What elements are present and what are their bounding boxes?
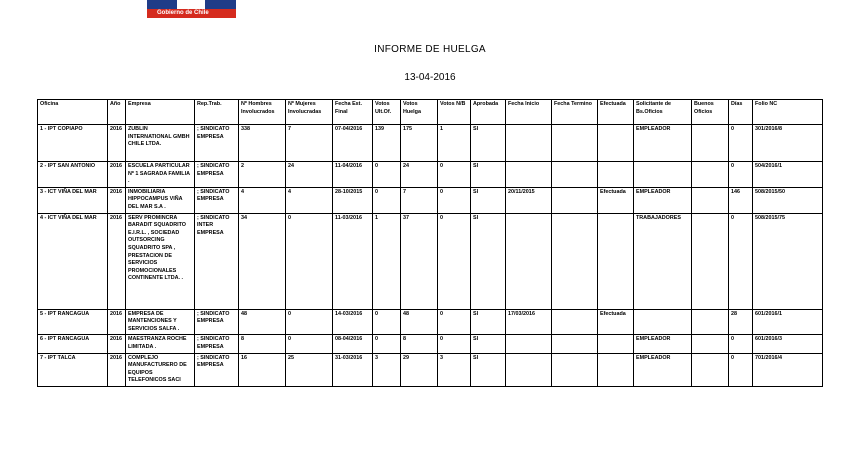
table-cell <box>552 353 598 386</box>
table-cell: ESCUELA PARTICULAR Nº 1 SAGRADA FAMILIA . <box>126 162 195 188</box>
table-cell: ; SINDICATO EMPRESA <box>195 125 239 162</box>
table-cell: 701/2016/4 <box>753 353 823 386</box>
table-cell: 2016 <box>108 125 126 162</box>
table-cell: 2016 <box>108 213 126 309</box>
table-row <box>38 162 823 188</box>
table-cell: 6 - IPT RANCAGUA <box>38 335 108 353</box>
table-cell: 29 <box>401 353 438 386</box>
table-cell: INMOBILIARIA HIPPOCAMPUS VIÑA DEL MAR S.A . <box>126 187 195 213</box>
table-cell: COMPLEJO MANUFACTURERO DE EQUIPOS TELEFONICOS SACI <box>126 353 195 386</box>
table-cell: Efectuada <box>598 187 634 213</box>
table-cell <box>598 335 634 353</box>
table-cell: 0 <box>438 187 471 213</box>
table-cell <box>552 309 598 335</box>
table-cell: 0 <box>373 309 401 335</box>
table-cell: 3 <box>373 353 401 386</box>
table-cell: 2016 <box>108 162 126 188</box>
table-cell <box>692 213 729 309</box>
table-cell <box>692 309 729 335</box>
table-cell <box>692 353 729 386</box>
column-header: Votos Huelga <box>401 100 438 125</box>
table-cell: 0 <box>729 213 753 309</box>
table-cell <box>692 162 729 188</box>
table-cell: 11-03/2016 <box>333 213 373 309</box>
table-cell <box>598 213 634 309</box>
table-cell <box>692 125 729 162</box>
table-cell: 7 - IPT TALCA <box>38 353 108 386</box>
table-cell: SI <box>471 353 506 386</box>
table-cell: 0 <box>286 335 333 353</box>
logo-white-band <box>177 0 205 9</box>
table-cell: SI <box>471 162 506 188</box>
column-header: Folio NC <box>753 100 823 125</box>
table-cell: 4 <box>239 187 286 213</box>
table-header-row <box>38 100 823 125</box>
table-cell: 0 <box>729 125 753 162</box>
table-cell: 1 <box>373 213 401 309</box>
table-cell: 2 <box>239 162 286 188</box>
column-header: Votos Ult.Of. <box>373 100 401 125</box>
table-cell <box>552 187 598 213</box>
table-cell: 2 - IPT SAN ANTONIO <box>38 162 108 188</box>
table-cell: EMPLEADOR <box>634 187 692 213</box>
table-cell: 28 <box>729 309 753 335</box>
table-cell: 24 <box>286 162 333 188</box>
table-cell: 1 <box>438 125 471 162</box>
table-cell: 8 <box>401 335 438 353</box>
table-cell: 14-03/2016 <box>333 309 373 335</box>
table-cell: EMPRESA DE MANTENCIONES Y SERVICIOS SALFA . <box>126 309 195 335</box>
table-cell: 8 <box>239 335 286 353</box>
column-header: Efectuada <box>598 100 634 125</box>
table-cell <box>506 335 552 353</box>
table-cell: 2016 <box>108 335 126 353</box>
table-cell: 301/2016/8 <box>753 125 823 162</box>
table-cell: 338 <box>239 125 286 162</box>
table-cell: SERV PROMINCRA BARADIT SQUADRITO E.I.R.L. , SOCIEDAD OUTSORCING SQUADRITO SPA , PRESTACION DE SERVICIOS PROMOCIONALES CONTINENTE LTDA. . <box>126 213 195 309</box>
table-cell <box>634 309 692 335</box>
report-title: INFORME DE HUELGA <box>374 44 486 55</box>
table-cell: 175 <box>401 125 438 162</box>
table-cell: 2016 <box>108 353 126 386</box>
table-cell: SI <box>471 125 506 162</box>
table-cell: 0 <box>286 309 333 335</box>
column-header: Buenos Oficios <box>692 100 729 125</box>
table-cell: 508/2015/75 <box>753 213 823 309</box>
table-cell: TRABAJADORES <box>634 213 692 309</box>
column-header: Días <box>729 100 753 125</box>
table-cell <box>506 125 552 162</box>
column-header: Nº Hombres Involucrados <box>239 100 286 125</box>
table-cell <box>506 162 552 188</box>
column-header: Fecha Est. Final <box>333 100 373 125</box>
table-cell: 0 <box>438 335 471 353</box>
table-row <box>38 353 823 386</box>
table-cell: 0 <box>438 162 471 188</box>
report-date: 13-04-2016 <box>404 72 456 83</box>
column-header: Fecha Inicio <box>506 100 552 125</box>
table-cell: 0 <box>438 213 471 309</box>
table-cell: 48 <box>401 309 438 335</box>
table-cell: ; SINDICATO INTER EMPRESA <box>195 213 239 309</box>
table-cell: ; SINDICATO EMPRESA <box>195 353 239 386</box>
table-cell: 17/03/2016 <box>506 309 552 335</box>
table-cell: 25 <box>286 353 333 386</box>
table-body <box>38 125 823 387</box>
table-cell: 504/2016/1 <box>753 162 823 188</box>
table-cell: ; SINDICATO EMPRESA <box>195 162 239 188</box>
table-row <box>38 187 823 213</box>
table-cell: 601/2016/3 <box>753 335 823 353</box>
table-cell: 34 <box>239 213 286 309</box>
table-cell: 139 <box>373 125 401 162</box>
table-cell: EMPLEADOR <box>634 335 692 353</box>
table-row <box>38 309 823 335</box>
table-cell <box>552 213 598 309</box>
table-cell: 5 - IPT RANCAGUA <box>38 309 108 335</box>
logo-red-band <box>147 9 236 18</box>
table-cell: 7 <box>286 125 333 162</box>
table-cell: ; SINDICATO EMPRESA <box>195 335 239 353</box>
table-cell: 0 <box>438 309 471 335</box>
table-cell: 0 <box>729 335 753 353</box>
table-cell <box>506 213 552 309</box>
table-cell: 0 <box>373 335 401 353</box>
table-cell: ZUBLIN INTERNATIONAL GMBH CHILE LTDA. <box>126 125 195 162</box>
table-cell <box>506 353 552 386</box>
table-cell: SI <box>471 213 506 309</box>
column-header: Empresa <box>126 100 195 125</box>
table-cell: 4 <box>286 187 333 213</box>
table-cell: 24 <box>401 162 438 188</box>
table-cell <box>598 353 634 386</box>
table-cell: 11-04/2016 <box>333 162 373 188</box>
table-cell: 146 <box>729 187 753 213</box>
table-cell: 08-04/2016 <box>333 335 373 353</box>
table-cell: 0 <box>373 187 401 213</box>
table-cell: 4 - ICT VIÑA DEL MAR <box>38 213 108 309</box>
table-cell: 48 <box>239 309 286 335</box>
table-cell: 31-03/2016 <box>333 353 373 386</box>
table-cell <box>598 125 634 162</box>
table-cell: 3 - ICT VIÑA DEL MAR <box>38 187 108 213</box>
table-cell <box>598 162 634 188</box>
table-cell: 3 <box>438 353 471 386</box>
gobierno-de-chile-logo <box>147 0 236 16</box>
column-header: Rep.Trab. <box>195 100 239 125</box>
column-header: Nº Mujeres Involucradas <box>286 100 333 125</box>
table-cell: 7 <box>401 187 438 213</box>
table-cell: SI <box>471 309 506 335</box>
table-cell <box>552 335 598 353</box>
column-header: Votos N/B <box>438 100 471 125</box>
table-cell: EMPLEADOR <box>634 125 692 162</box>
table-cell: SI <box>471 335 506 353</box>
table-cell: 2016 <box>108 309 126 335</box>
table-cell: ; SINDICATO EMPRESA <box>195 187 239 213</box>
logo-blue-band <box>147 0 236 9</box>
logo-text: Gobierno de Chile <box>157 10 209 16</box>
table-cell: 20/11/2015 <box>506 187 552 213</box>
table-row <box>38 213 823 309</box>
table-cell <box>692 187 729 213</box>
table-cell: 28-10/2015 <box>333 187 373 213</box>
table-cell: EMPLEADOR <box>634 353 692 386</box>
table-row <box>38 125 823 162</box>
table-cell: 508/2015/50 <box>753 187 823 213</box>
table-cell: 0 <box>286 213 333 309</box>
table-cell: 16 <box>239 353 286 386</box>
table-row <box>38 335 823 353</box>
table-cell <box>692 335 729 353</box>
table-cell <box>552 162 598 188</box>
column-header: Año <box>108 100 126 125</box>
table-cell <box>634 162 692 188</box>
table-cell: 601/2016/1 <box>753 309 823 335</box>
column-header: Solicitante de Bs.Oficios <box>634 100 692 125</box>
table-cell: 2016 <box>108 187 126 213</box>
table-cell: Efectuada <box>598 309 634 335</box>
table-cell: 0 <box>729 353 753 386</box>
table-cell: 1 - IPT COPIAPO <box>38 125 108 162</box>
table-cell <box>552 125 598 162</box>
column-header: Aprobada <box>471 100 506 125</box>
table-cell: 0 <box>729 162 753 188</box>
table-cell: 07-04/2016 <box>333 125 373 162</box>
strike-report-table <box>37 99 823 387</box>
column-header: Fecha Termino <box>552 100 598 125</box>
table-cell: ; SINDICATO EMPRESA <box>195 309 239 335</box>
table-cell: 0 <box>373 162 401 188</box>
table-cell: MAESTRANZA ROCHE LIMITADA . <box>126 335 195 353</box>
table-cell: SI <box>471 187 506 213</box>
table-cell: 37 <box>401 213 438 309</box>
column-header: Oficina <box>38 100 108 125</box>
